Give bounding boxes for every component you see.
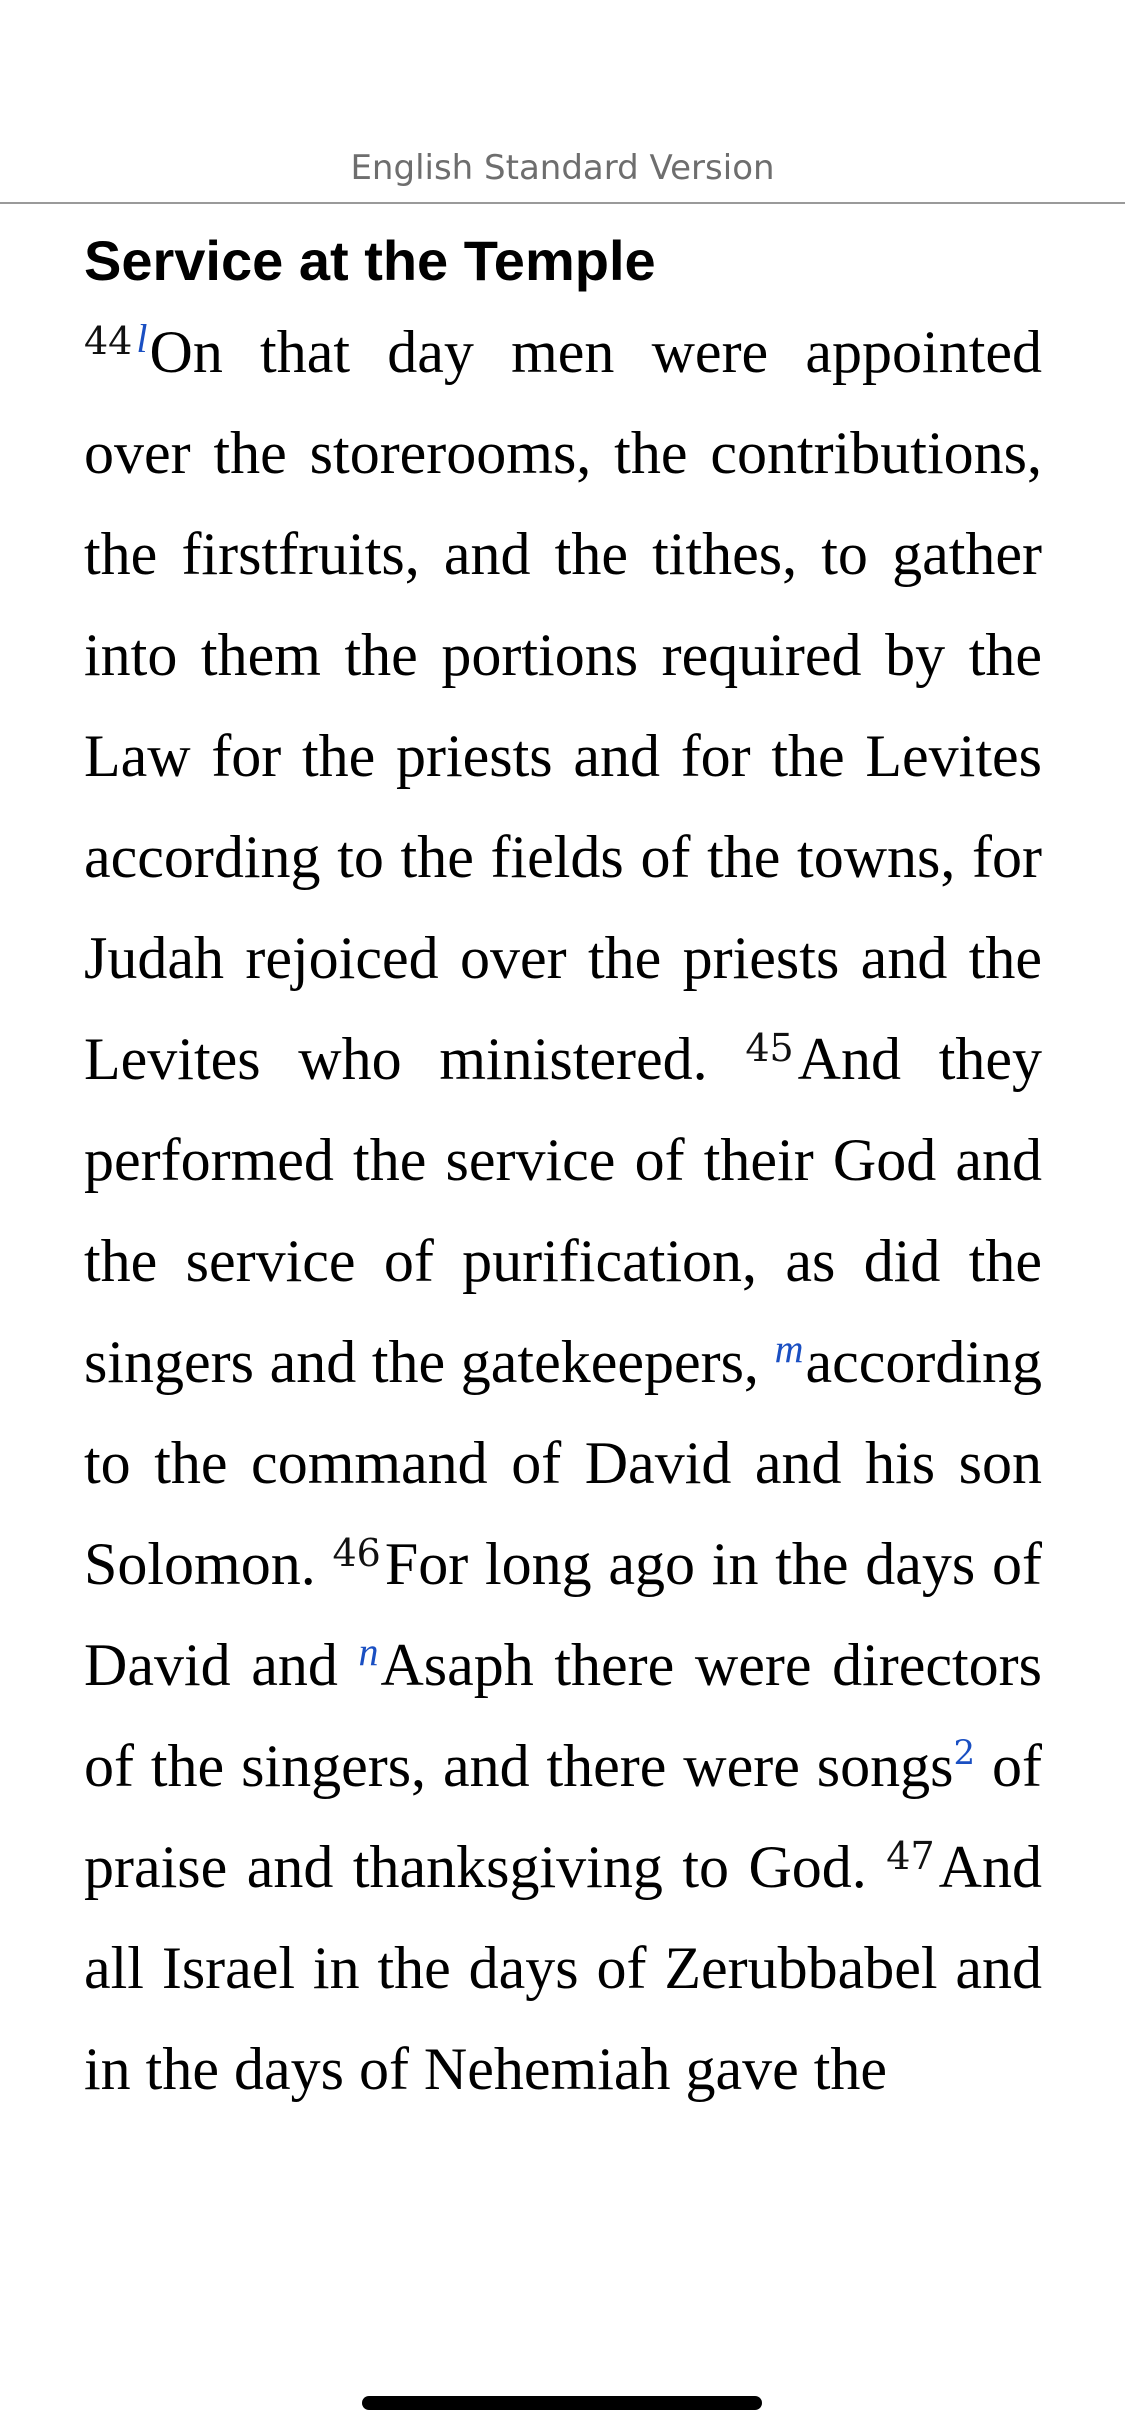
section-heading: Service at the Temple (84, 229, 656, 292)
footnote-2[interactable]: 2 (953, 1733, 976, 1773)
cross-reference-m[interactable]: m (774, 1326, 804, 1371)
verse-number-46[interactable]: 46 (332, 1531, 381, 1575)
verse-45-text-part-1: And they performed the service of their God and the service of purification, as did the singers and the gatekeepers, (84, 1026, 1043, 1395)
verse-46-text-part-3: of praise and thanksgiving to God. (84, 1733, 1043, 1900)
cross-reference-n[interactable]: n (358, 1629, 379, 1674)
verse-44-text: On that day men were appointed over the storerooms, the contributions, the firstfruits, and the tithes, to gather into them the portions required by the Law for the priests and for the Levites according to the fields of the towns, for Judah rejoiced over the priests and the Levites who ministered. (84, 319, 1042, 1092)
verse-number-44[interactable]: 44 (84, 319, 133, 363)
reading-pane (84, 222, 1042, 2120)
verse-number-45[interactable]: 45 (745, 1026, 794, 1070)
reader-header (0, 0, 1125, 204)
cross-reference-l[interactable]: l (136, 316, 148, 361)
verse-45-text-part-2: according to the command of David and his son Solomon. (84, 1329, 1042, 1597)
passage-text (84, 302, 1042, 2120)
verse-number-47[interactable]: 47 (886, 1834, 935, 1878)
bible-version-title[interactable]: English Standard Version (350, 148, 775, 188)
verse-46-text-part-1: For long ago in the days of David and (84, 1531, 1042, 1698)
home-indicator[interactable] (362, 2396, 762, 2410)
verse-46-text-part-2: Asaph there were directors of the singers, and there were songs (84, 1632, 1042, 1799)
verse-47-text: And all Israel in the days of Zerubbabel and in the days of Nehemiah gave the (84, 1834, 1042, 2102)
